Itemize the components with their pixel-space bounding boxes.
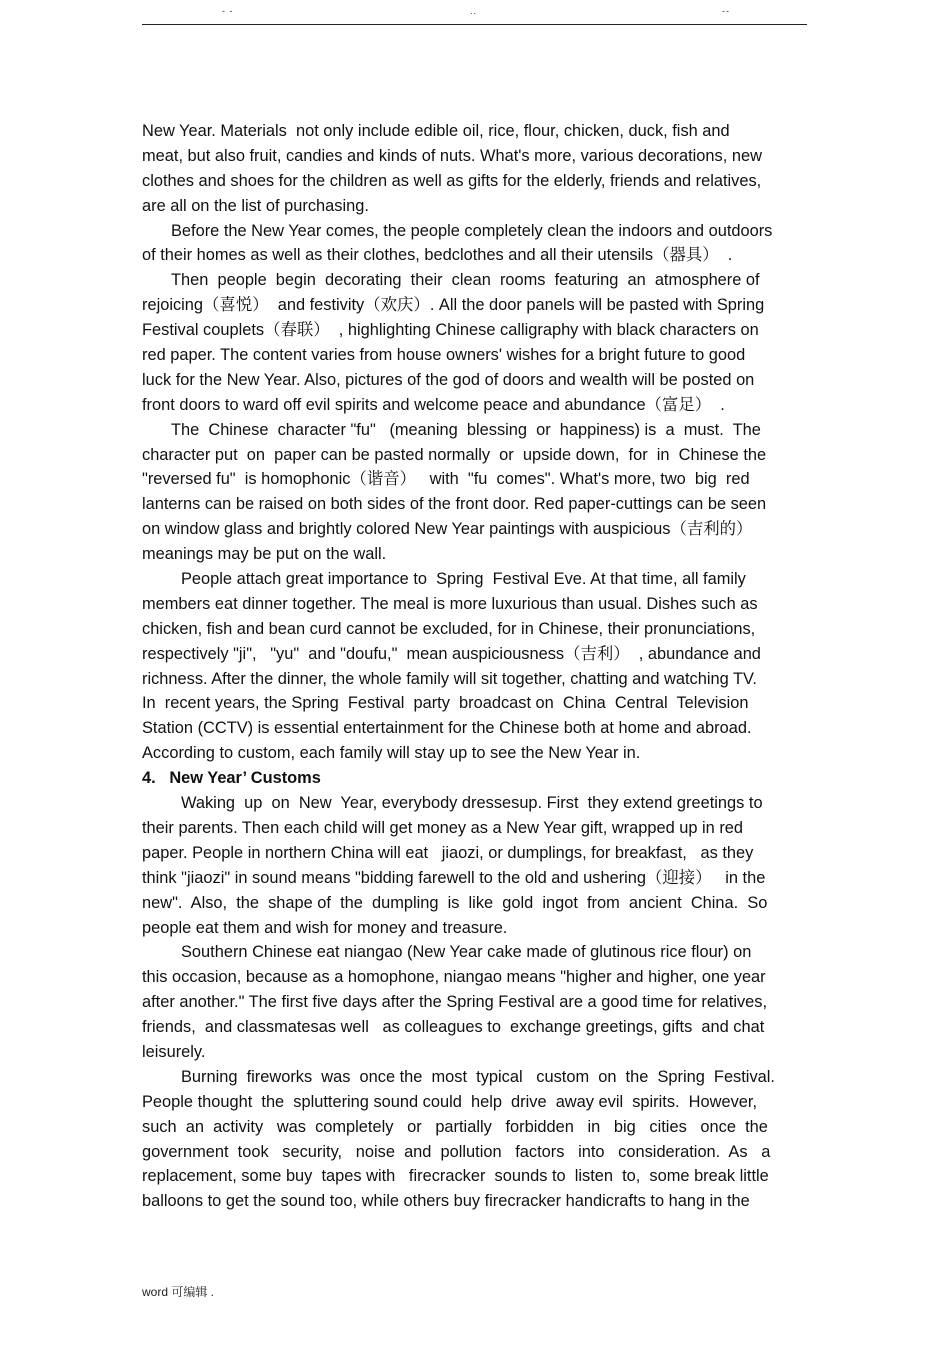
text-line: this occasion, because as a homophone, niangao means "higher and higher, one year bbox=[142, 968, 766, 987]
text-line: chicken, fish and bean curd cannot be excluded, for in Chinese, their pronunciations, bbox=[142, 619, 756, 638]
text-line: character put on paper can be pasted normally or upside down, for in Chinese the bbox=[142, 445, 767, 464]
header-left-mark: - - bbox=[222, 6, 234, 16]
text-line: According to custom, each family will stay up to see the New Year in. bbox=[142, 744, 641, 763]
text-line: red paper. The content varies from house owners' wishes for a bright future to good bbox=[142, 346, 746, 365]
text-line: new". Also, the shape of the dumpling is like gold ingot from ancient China. So bbox=[142, 893, 768, 912]
text-line: members eat dinner together. The meal is more luxurious than usual. Dishes such as bbox=[142, 594, 758, 613]
text-line: meanings may be put on the wall. bbox=[142, 545, 387, 564]
text-line: Before the New Year comes, the people completely clean the indoors and outdoors bbox=[171, 221, 773, 240]
text-line: luck for the New Year. Also, pictures of the god of doors and wealth will be posted on bbox=[142, 370, 755, 389]
text-line: front doors to ward off evil spirits and welcome peace and abundance（富足） . bbox=[142, 395, 725, 414]
header-right-mark: -- bbox=[722, 6, 730, 16]
text-line: clothes and shoes for the children as well as gifts for the elderly, friends and relatives, bbox=[142, 171, 762, 190]
text-line: People thought the spluttering sound could help drive away evil spirits. However, bbox=[142, 1092, 757, 1111]
text-line: In recent years, the Spring Festival party broadcast on China Central Television bbox=[142, 694, 749, 713]
text-line: rejoicing（喜悦） and festivity（欢庆）. All the door panels will be pasted with Spring bbox=[142, 296, 765, 315]
text-line: The Chinese character "fu" (meaning blessing or happiness) is a must. The bbox=[171, 420, 761, 439]
paragraph bbox=[142, 219, 832, 269]
text-line: Waking up on New Year, everybody dressesup. First they extend greetings to bbox=[181, 794, 763, 813]
paragraph bbox=[142, 791, 832, 940]
paragraph bbox=[142, 567, 832, 766]
text-line: Southern Chinese eat niangao (New Year cake made of glutinous rice flour) on bbox=[181, 943, 752, 962]
text-line: think "jiaozi" in sound means "bidding farewell to the old and ushering（迎接） in the bbox=[142, 868, 766, 887]
text-line: "reversed fu" is homophonic（谐音） with "fu comes". What's more, two big red bbox=[142, 470, 750, 489]
text-line: People attach great importance to Spring Festival Eve. At that time, all family bbox=[181, 570, 746, 589]
text-line: Station (CCTV) is essential entertainment for the Chinese both at home and abroad. bbox=[142, 719, 752, 738]
text-line: their parents. Then each child will get money as a New Year gift, wrapped up in red bbox=[142, 818, 744, 837]
text-line: friends, and classmatesas well as colleagues to exchange greetings, gifts and chat bbox=[142, 1018, 765, 1037]
text-line: paper. People in northern China will eat jiaozi, or dumplings, for breakfast, as they bbox=[142, 843, 754, 862]
header-center-mark: .. bbox=[470, 6, 478, 16]
text-line: Then people begin decorating their clean rooms featuring an atmosphere of bbox=[171, 271, 760, 290]
text-line: Festival couplets（春联） , highlighting Chinese calligraphy with black characters on bbox=[142, 321, 759, 340]
paragraph bbox=[142, 268, 832, 417]
document-body bbox=[142, 119, 832, 1214]
section-paragraphs bbox=[142, 791, 832, 1214]
text-line: meat, but also fruit, candies and kinds of nuts. What's more, various decorations, new bbox=[142, 146, 762, 165]
text-line: on window glass and brightly colored New Year paintings with auspicious（吉利的） bbox=[142, 520, 753, 539]
text-line: of their homes as well as their clothes, bedclothes and all their utensils（器具） . bbox=[142, 246, 733, 265]
page-header bbox=[142, 0, 807, 25]
text-line: lanterns can be raised on both sides of the front door. Red paper-cuttings can be seen bbox=[142, 495, 767, 514]
section-heading: 4. New Year’ Customs bbox=[142, 769, 321, 788]
text-line: leisurely. bbox=[142, 1042, 206, 1061]
text-line: government took security, noise and pollution factors into consideration. As a bbox=[142, 1142, 771, 1161]
paragraph bbox=[142, 1065, 832, 1214]
text-line: after another." The first five days after the Spring Festival are a good time for relatives, bbox=[142, 993, 768, 1012]
text-line: are all on the list of purchasing. bbox=[142, 196, 369, 215]
paragraphs bbox=[142, 119, 832, 766]
text-line: replacement, some buy tapes with firecracker sounds to listen to, some break little bbox=[142, 1167, 769, 1186]
text-line: respectively "ji", "yu" and "doufu," mean auspiciousness（吉利） , abundance and bbox=[142, 644, 761, 663]
text-line: richness. After the dinner, the whole family will sit together, chatting and watching TV. bbox=[142, 669, 757, 688]
text-line: Burning fireworks was once the most typical custom on the Spring Festival. bbox=[181, 1067, 775, 1086]
paragraph bbox=[142, 119, 832, 219]
text-line: people eat them and wish for money and treasure. bbox=[142, 918, 508, 937]
text-line: such an activity was completely or partially forbidden in big cities once the bbox=[142, 1117, 768, 1136]
paragraph bbox=[142, 418, 832, 567]
text-line: New Year. Materials not only include edible oil, rice, flour, chicken, duck, fish and bbox=[142, 122, 730, 140]
page-footer: word 可编辑 . bbox=[142, 1285, 215, 1299]
paragraph bbox=[142, 940, 832, 1064]
text-line: balloons to get the sound too, while others buy firecracker handicrafts to hang in the bbox=[142, 1192, 750, 1211]
